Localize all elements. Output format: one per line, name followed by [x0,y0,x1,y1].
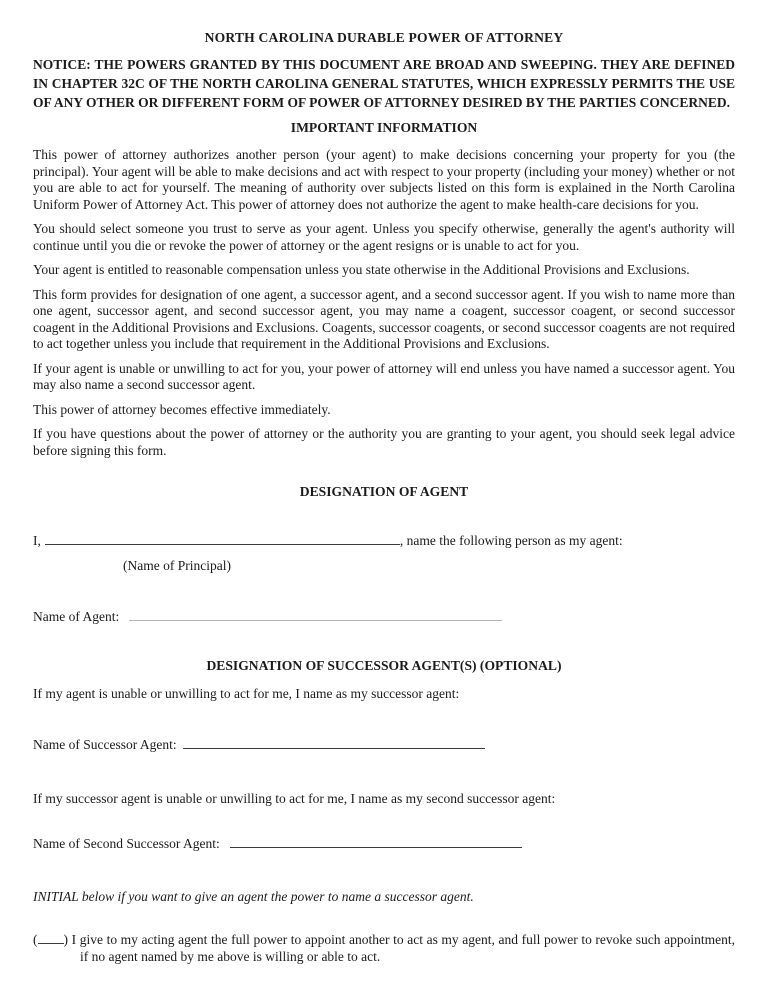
info-paragraph-5: If your agent is unable or unwilling to act for you, your power of attorney will end unless you have named a successor agent. You may also name a second successor agent. [33,360,735,392]
agent-name-blank[interactable] [129,608,502,621]
successor-field-label: Name of Successor Agent: [33,737,177,752]
document-title: NORTH CAROLINA DURABLE POWER OF ATTORNEY [204,30,564,45]
initial-instruction: INITIAL below if you want to give an agent the power to name a successor agent. [33,888,474,904]
principal-line-prefix: I, [33,532,41,548]
info-paragraph-2: You should select someone you trust to serve as your agent. Unless you specify otherwise, generally the agent's authority will continue until you die or revoke the power of attorney or the agent resigns or is unable to act for you. [33,221,735,253]
info-paragraph-6: This power of attorney becomes effective immediately. [33,401,331,417]
second-successor-field-label: Name of Second Successor Agent: [33,836,220,851]
principal-caption: (Name of Principal) [123,558,231,573]
agent-field-label: Name of Agent: [33,608,120,624]
initial-clause-open-paren: ( [33,932,38,947]
successor-agent-intro: If my agent is unable or unwilling to act for me, I name as my successor agent: [33,685,460,701]
info-paragraph-4: This form provides for designation of one agent, a successor agent, and a second successor agent. If you wish to name more than one agent, successor agent, and second successor agent, you may name a coagent, successor coagent, or second successor coagent in the Additional Provisions and Exclusions. Coagents, successor coagents, or second successor coagents are not required to act together unless you include that requirement in the Additional Provisions and Exclusions. [33,286,735,351]
agent-name-field [33,608,735,626]
successor-agent-name-blank[interactable] [183,736,485,749]
second-successor-agent-intro: If my successor agent is unable or unwilling to act for me, I name as my second successor agent: [33,790,556,806]
info-paragraph-7: If you have questions about the power of attorney or the authority you are granting to your agent, you should seek legal advice before signing this form. [33,426,735,458]
second-successor-agent-name-blank[interactable] [230,835,522,848]
initial-clause [33,931,735,965]
principal-name-line [33,532,735,550]
second-successor-agent-name-field [33,835,735,853]
principal-line-suffix: , name the following person as my agent: [399,532,623,548]
initial-clause-text: ) I give to my acting agent the full power to appoint another to act as my agent, and full power to revoke such appointment, if no agent named by me above is willing or able to act. [63,932,735,964]
info-paragraph-3: Your agent is entitled to reasonable compensation unless you state otherwise in the Additional Provisions and Exclusions. [33,262,690,277]
notice-paragraph: NOTICE: THE POWERS GRANTED BY THIS DOCUMENT ARE BROAD AND SWEEPING. THEY ARE DEFINED IN CHAPTER 32C OF THE NORTH CAROLINA GENERAL STATUTES, WHICH EXPRESSLY PERMITS THE USE OF ANY OTHER OR DIFFERENT FORM OF POWER OF ATTORNEY DESIRED BY THE PARTIES CONCERNED. [33,56,735,110]
section-heading-designation-of-agent: DESIGNATION OF AGENT [299,484,469,499]
info-paragraph-1: This power of attorney authorizes another person (your agent) to make decisions concerning your property for you (the principal). Your agent will be able to make decisions and act with respect to your property (including your money) whether or not you are able to act for yourself. The meaning of authority over subjects listed on this form is explained in the North Carolina Uniform Power of Attorney Act. This power of attorney does not authorize the agent to make health-care decisions for you. [33,147,735,212]
principal-name-blank[interactable] [45,532,400,545]
section-heading-important-information: IMPORTANT INFORMATION [290,119,478,135]
successor-agent-name-field [33,736,735,754]
initial-blank[interactable] [38,931,64,944]
section-heading-successor-agents: DESIGNATION OF SUCCESSOR AGENT(S) (OPTIONAL) [206,658,562,673]
